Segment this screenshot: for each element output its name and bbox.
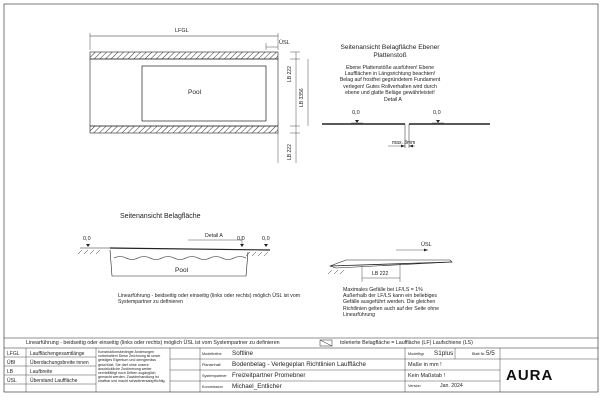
side-view-title: Seitenansicht Belagfläche bbox=[120, 213, 201, 220]
slope-lb-label: LB 222 bbox=[372, 271, 389, 277]
usl-dim-label: ÜSL bbox=[279, 40, 290, 46]
level-marker-left bbox=[355, 120, 359, 123]
pool-label-plan: Pool bbox=[188, 89, 202, 96]
scale-note: Kein Maßstab ! bbox=[408, 373, 445, 379]
joint-level-right: 0,0 bbox=[433, 110, 441, 116]
abbr-code-4: ÜSL bbox=[7, 378, 17, 384]
slope-detail bbox=[328, 249, 452, 282]
sheet-number-label: Blatt Nr. bbox=[472, 352, 486, 356]
abbr-code-3: LB bbox=[7, 369, 14, 375]
side-view-note: Linearführung - beidseitig oder einseitig (links oder rechts) möglich ÜSL ist vom Systempartner zu definieren bbox=[118, 293, 301, 306]
lb-top-label: LB 222 bbox=[287, 66, 293, 82]
sheet-frame bbox=[4, 4, 598, 392]
abbr-text-2: Überdachungsbreite innen bbox=[30, 360, 89, 366]
version-label: Version bbox=[408, 384, 421, 388]
units-note: Maße in mm ! bbox=[408, 362, 442, 368]
level-marker-right bbox=[436, 120, 440, 123]
row-label-commission: Kommission bbox=[202, 385, 223, 389]
joint-section-note: Ebene Plattenstöße ausführen! Ebene Laufflächen in Längsrichtung beachten! Belag auf frostfrei gegründetem Fundament verlegen! Gutes Rollverhalten wird durch ebene und glatte Beläge gewährleistet! bbox=[339, 65, 441, 96]
side-level-right bbox=[264, 244, 268, 247]
model-type-value: S1plus bbox=[434, 350, 454, 357]
abbr-text-3: Laufbreite bbox=[30, 369, 53, 375]
joint-detail-label: Detail A bbox=[384, 97, 402, 103]
side-level-right-label: 0,0 bbox=[262, 236, 270, 242]
abbr-text-1: Laufflächengesamtlänge bbox=[30, 351, 85, 357]
version-value: Jan. 2024 bbox=[440, 383, 463, 389]
top-rail-strip bbox=[90, 52, 278, 59]
footer-note: Linearführung - beidseitig oder einseitig (links oder rechts) möglich ÜSL ist vom Systempartner zu definieren bbox=[26, 340, 280, 346]
row-label-system-partner: Systempartner bbox=[202, 374, 227, 378]
lfgl-dim-label: LFGL bbox=[175, 28, 189, 34]
lb-mid-label: LB 3356 bbox=[299, 88, 305, 107]
row-label-plan-content: Plansinhalt bbox=[202, 363, 221, 367]
side-pool-label: Pool bbox=[175, 267, 189, 274]
abbr-text-4: Überstand Lauffläche bbox=[30, 378, 78, 384]
row-value-commission: Michael_Entlicher bbox=[232, 383, 282, 390]
legend-text: tolerierte Belagfläche = Lauffläche (LF) Laufschiene (LS) bbox=[340, 340, 473, 346]
aura-logo: AURA bbox=[506, 367, 554, 384]
runway-outline bbox=[90, 59, 278, 126]
joint-gap-label: max. 3mm bbox=[392, 140, 416, 146]
pool-outline-plan bbox=[142, 66, 266, 121]
row-value-plan-content: Bodenbelag - Verlegeplan Richtlinien Lauffläche bbox=[232, 361, 366, 368]
side-level-left bbox=[86, 244, 90, 247]
side-level-mid bbox=[240, 244, 244, 247]
water-surface bbox=[114, 257, 246, 260]
lb-bottom-label: LB 222 bbox=[287, 144, 293, 160]
row-value-model-series: Softline bbox=[232, 350, 254, 357]
abbr-code-2: ÜBI bbox=[7, 360, 16, 366]
side-view bbox=[78, 236, 270, 276]
side-level-mid-label: 0,0 bbox=[237, 236, 245, 242]
model-type-label: Modelltyp bbox=[408, 352, 425, 356]
row-value-system-partner: Freizeitpartner Promebner bbox=[232, 372, 306, 379]
side-level-left-label: 0,0 bbox=[83, 236, 91, 242]
row-label-model-series: Modellreihe bbox=[202, 352, 222, 356]
plan-view bbox=[90, 33, 308, 163]
abbr-code-1: LFGL bbox=[7, 351, 20, 357]
disclaimer-text: Konstruktionsbedingte Änderungen vorbehalten! Diese Zeichnung ist unser geistiges Eigentum und demgemäss geschützt. Sie darf ohne unsere ausdrückliche Zustimmung weder vervielfältigt noch Dritten zugänglich gemacht werden. Zuwiderhandlung ist strafbar und macht schadenersatzpflichtig. bbox=[98, 350, 166, 384]
joint-section-title: Seitenansicht Belagfläche Ebener Plattenstoß bbox=[340, 44, 440, 59]
slope-note: Maximales Gefälle bei LF/LS = 1% Außerhalb der LF/LS kann ein beliebiges Gefälle ausgeführt werden. Die gleichen Richtlinien gelten auch auf der Seite ohne Linearführung bbox=[343, 287, 440, 318]
bottom-rail-strip bbox=[90, 126, 278, 133]
joint-level-left: 0,0 bbox=[352, 110, 360, 116]
side-detail-label: Detail A bbox=[205, 233, 223, 239]
slope-usl-label: ÜSL bbox=[421, 242, 432, 248]
sheet-number-value: 5/5 bbox=[486, 350, 495, 357]
